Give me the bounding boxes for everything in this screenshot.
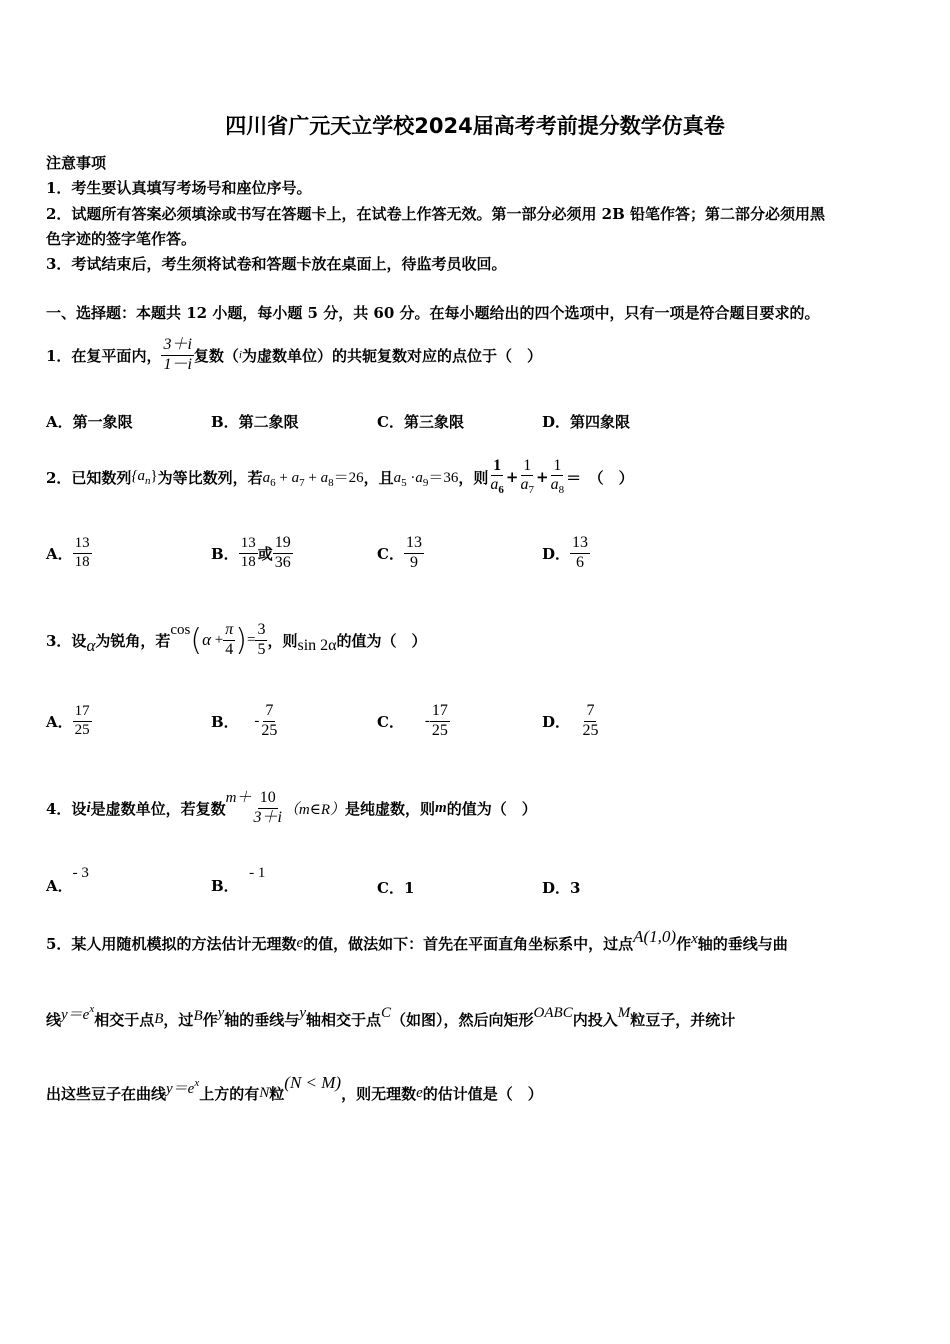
q2-recip-a6: $\frac{1}{a_6}$ (490, 456, 504, 497)
question-2: 2．已知数列 $\{a_n\}$ 为等比数列，若 $a_6 + a_7 + a_8=26$ ，且 $a_5 \cdot a_9=36$ ，则 $\frac{1}{a_6}$ + $\frac{1}{a_7}$ + $\frac{1}{a_8}$ ＝ （ ） (46, 456, 634, 497)
q3-option-d[interactable]: D． $\frac{7}{25}$ (542, 702, 599, 739)
notice-heading: 注意事项 (46, 154, 107, 172)
q2-text-pre: 2．已知数列 (46, 468, 132, 487)
q2-text-mid1: 为等比数列，若 (157, 468, 263, 487)
q1-option-d[interactable]: D．第四象限 (542, 413, 631, 431)
q3-sin2alpha: sin 2α (297, 637, 337, 654)
q3-option-a[interactable]: A． $\frac{17}{25}$ (46, 703, 90, 738)
notice-line-3: 3．考试结束后，考生须将试卷和答题卡放在桌面上，待监考员收回。 (46, 255, 507, 273)
q4-option-d[interactable]: D．3 (542, 879, 581, 897)
q1-text-pre: 1．在复平面内， (46, 346, 162, 365)
q3-text-mid: 为锐角，若 (95, 631, 171, 650)
q4-text-mid: 是虚数单位，若复数 (90, 799, 226, 818)
q1-frac-den: 1－i (163, 355, 192, 373)
q4-m-plus: m＋ (225, 789, 252, 806)
q2-condition-1: $a_6 + a_7 + a_8=26$ (262, 469, 364, 489)
q4-text-post2: 的值为（ ） (446, 799, 537, 818)
question-1 (46, 330, 542, 380)
notice-line-2: 2．试题所有答案必须填涂或书写在答题卡上，在试卷上作答无效。第一部分必须用 2B 铅笔作答；第二部分必须用黑 (46, 205, 826, 223)
q3-cos: cos (170, 621, 191, 638)
q3-alpha: α (86, 636, 96, 655)
q2-text-mid3: ，则 (458, 468, 489, 487)
q2-option-d[interactable]: D． $\frac{13}{6}$ (542, 534, 589, 571)
notice-line-1: 1．考生要认真填写考场号和座位序号。 (46, 179, 312, 197)
q2-recip-a8: $\frac{1}{a_8}$ (550, 456, 565, 497)
q1-i-symbol: i (238, 349, 242, 361)
q4-option-c[interactable]: C．1 (377, 879, 415, 897)
q3-pi-over-4: $\frac{\pi}{4}$ (225, 621, 234, 658)
page-title: 四川省广元天立学校2024届高考考前提分数学仿真卷 (225, 114, 725, 138)
question-3: 3．设 α 为锐角，若 cos ( α + $\frac{\pi}{4}$ ) = $\frac{3}{5}$ ，则 sin 2α 的值为（ ） (46, 621, 427, 658)
q1-text-post2: 为虚数单位）的共轭复数对应的点位于（ ） (241, 346, 542, 365)
q3-eq-fraction: $\frac{3}{5}$ (257, 621, 266, 658)
q2-recip-a7: $\frac{1}{a_7}$ (520, 456, 534, 497)
q3-paren-right: ) (235, 622, 247, 658)
q3-paren-left: ( (190, 622, 203, 658)
q4-text-post: 是纯虚数，则 (345, 799, 436, 818)
q3-option-c[interactable]: C． - $\frac{17}{25}$ (377, 702, 448, 739)
question-5-line-3: 出这些豆子在曲线 $y=e^x$ 上方的有 N 粒 (N < M) ，则无理数 e 的估计值是（ ） (46, 1073, 543, 1103)
q5-curve: $y=e^x$ (61, 1002, 95, 1023)
q3-option-b[interactable]: B． - $\frac{7}{25}$ (211, 702, 278, 739)
q2-condition-2: $a_5 \cdot a_9=36$ (393, 469, 459, 489)
q2-option-c[interactable]: C． $\frac{13}{9}$ (377, 534, 422, 571)
q4-option-b[interactable]: B． - 1 (211, 865, 266, 895)
q4-i: i (86, 799, 91, 816)
q4-text-pre: 4．设 (46, 799, 87, 818)
q1-option-b[interactable]: B．第二象限 (211, 413, 299, 431)
question-5-line-2: 线 $y=e^x$ 相交于点 B ，过 B 作 y 轴的垂线与 y 轴相交于点 C （如图），然后向矩形 OABC 内投入 M 粒豆子，并统计 (46, 1002, 736, 1029)
question-4: 4．设 i 是虚数单位，若复数 m＋ $\frac{10}{3+i}$ （m∈R） 是纯虚数，则 m 的值为（ ） (46, 780, 537, 836)
q4-condition: （m∈R） (283, 801, 346, 818)
q1-text-post: 复数（ (193, 346, 239, 365)
q2-option-b[interactable]: B． $\frac{13}{18}$ 或 $\frac{19}{36}$ (211, 534, 291, 571)
q1-option-c[interactable]: C．第三象限 (377, 413, 464, 431)
q5-rectangle: OABC (533, 1004, 573, 1021)
q5-point-a: A(1,0) (633, 927, 677, 946)
q3-text-then: ，则 (267, 631, 298, 650)
question-5-line-1: 5．某人用随机模拟的方法估计无理数 e 的值，做法如下：首先在平面直角坐标系中，过点 A(1,0) 作 x 轴的垂线与曲 (46, 927, 788, 953)
q1-fraction (161, 336, 193, 374)
q5-inequality: (N < M) (284, 1073, 342, 1092)
section-heading: 一、选择题：本题共 12 小题，每小题 5 分，共 60 分。在每小题给出的四个选项中，只有一项是符合题目要求的。 (46, 304, 820, 322)
q4-option-a[interactable]: A． - 3 (46, 865, 89, 895)
notice-line-2b: 色字迹的签字笔作答。 (46, 230, 197, 248)
q3-text-pre: 3．设 (46, 631, 87, 650)
q2-text-tail: ＝ （ ） (566, 468, 634, 487)
q1-option-a[interactable]: A．第一象限 (46, 413, 133, 431)
q4-fraction: $\frac{10}{3+i}$ (253, 789, 282, 826)
q3-text-post: 的值为（ ） (336, 631, 427, 650)
q2-sequence: $\{a_n\}$ (131, 467, 158, 487)
q1-frac-num: 3＋i (161, 336, 193, 355)
q2-option-a[interactable]: A． $\frac{13}{18}$ (46, 535, 90, 570)
q2-text-mid2: ，且 (363, 468, 394, 487)
